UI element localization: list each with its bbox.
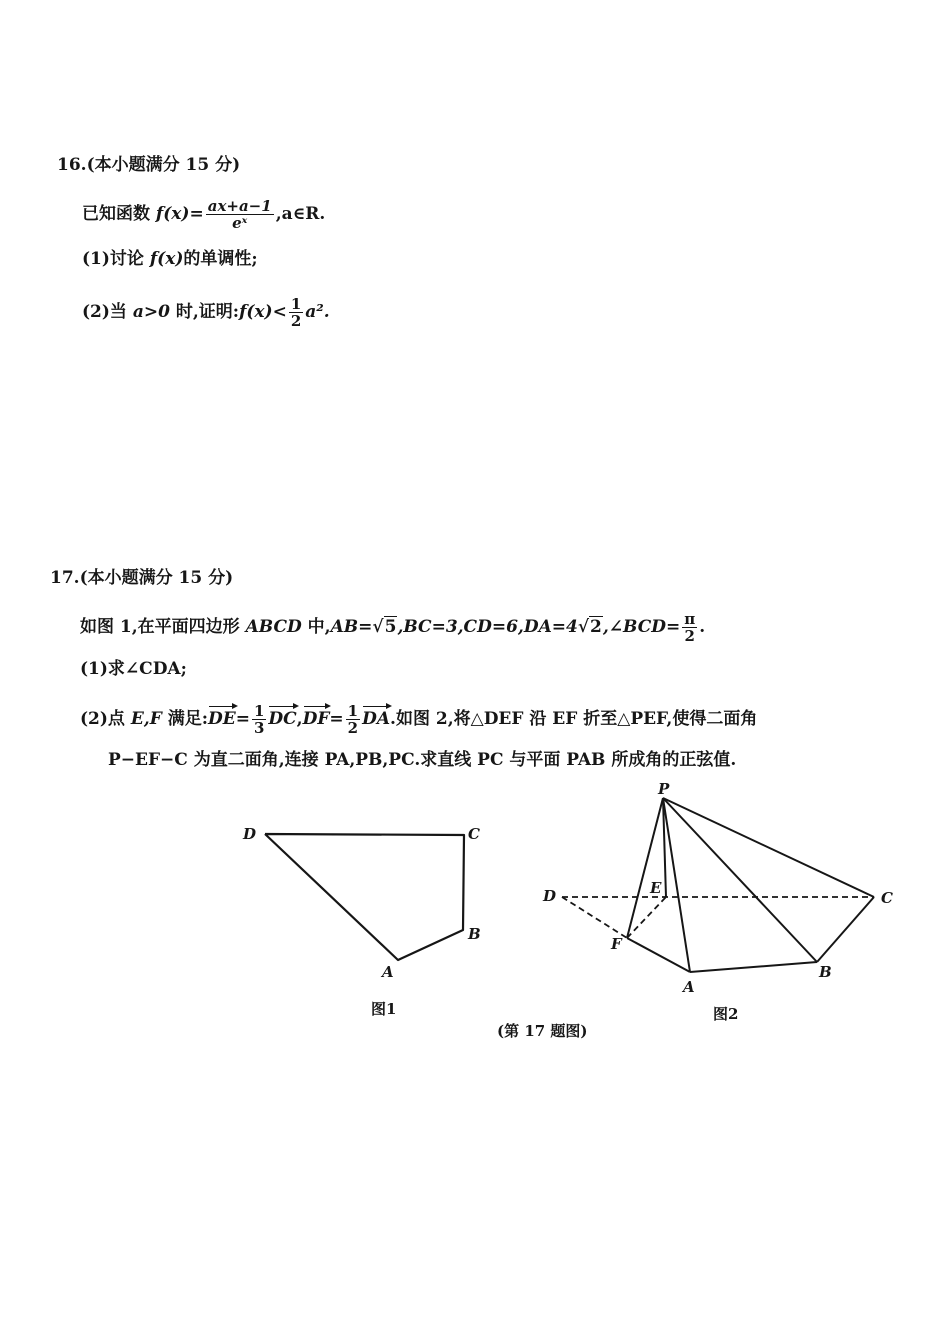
- q17-line1-zhong: 中,: [307, 617, 331, 637]
- q17-eq1: =: [235, 709, 250, 729]
- q17-frac1-den: 3: [253, 719, 265, 737]
- q16-part2-prefix: (2)当: [82, 302, 127, 322]
- q16-part2-fx: f(x)<: [239, 302, 287, 322]
- q17-part2: [80, 703, 757, 736]
- fig1-caption: 图1: [371, 1000, 397, 1018]
- q17-part2-line2: P−EF−C 为直二面角,连接 PA,PB,PC.求直线 PC 与平面 PAB 所成角的正弦值.: [108, 750, 737, 770]
- fig1-label-d: D: [243, 825, 257, 843]
- q17-vec-dc: DC: [268, 704, 296, 730]
- fig2-edge-bc: [817, 897, 874, 962]
- fig2-label-c: C: [881, 889, 893, 907]
- q17-line1-bc: ,BC=3,CD=6,DA=4: [397, 617, 578, 637]
- q17-vec-de: DE: [208, 704, 236, 730]
- q16-part2-num: 1: [290, 295, 302, 313]
- fig2-caption: 图2: [713, 1005, 739, 1023]
- fig2-edge-df: [562, 897, 627, 938]
- q17-vec-df: DF: [303, 704, 330, 730]
- q17-sqrt5-rad: 5: [384, 617, 397, 637]
- q17-eq2: =: [329, 709, 344, 729]
- q17-part2-prefix: (2)点: [80, 709, 125, 729]
- q17-comma: ,: [296, 709, 303, 729]
- q17-pi-fraction: [682, 611, 697, 644]
- fig1-label-b: B: [468, 925, 481, 943]
- q16-fx: f(x): [155, 204, 190, 224]
- q16-part2-cond: a>0: [132, 302, 170, 322]
- fig2-label-a: A: [683, 978, 695, 996]
- fig2-label-f: F: [611, 935, 622, 953]
- q16-frac-den: eˣ: [232, 214, 248, 232]
- q17-frac2: [346, 703, 360, 736]
- fig2-label-d: D: [543, 887, 557, 905]
- q17-frac2-num: 1: [347, 702, 359, 720]
- q16-part2-fraction: [289, 296, 303, 329]
- q16-part1: [82, 248, 258, 270]
- q17-line1-quad: ABCD: [245, 617, 302, 637]
- fig2-edge-fa: [627, 938, 690, 972]
- q16-header: 16.(本小题满分 15 分): [57, 155, 241, 175]
- q17-vec-da: DA: [362, 704, 390, 730]
- q17-part2-rest: .如图 2,将△DEF 沿 EF 折至△PEF,使得二面角: [390, 709, 758, 729]
- q17-sqrt2: √2: [577, 617, 602, 637]
- figure-1: [235, 815, 495, 990]
- q17-frac1-num: 1: [253, 702, 265, 720]
- q17-frac1: [252, 703, 266, 736]
- q17-part2-satisfy: 满足:: [167, 709, 208, 729]
- fig2-edge-pa: [663, 798, 690, 972]
- q16-frac-num: ax+a−1: [207, 197, 272, 215]
- fig2-edge-pc: [663, 798, 874, 897]
- q17-part2-ef: E,F: [130, 709, 162, 729]
- q16-part1-prefix: (1)讨论: [82, 249, 144, 269]
- q16-equals: =: [189, 204, 204, 224]
- q16-stem: [82, 198, 325, 231]
- q17-line1: [80, 611, 705, 644]
- fig2-label-p: P: [658, 780, 670, 798]
- q16-part2-mid: 时,证明:: [175, 302, 240, 322]
- q16-part1-suffix: 的单调性;: [183, 249, 258, 269]
- q16-part2: [82, 296, 330, 329]
- fig1-label-a: A: [382, 963, 394, 981]
- q17-part1: (1)求∠CDA;: [80, 659, 187, 679]
- q17-line1-angle: ,∠BCD=: [602, 617, 681, 637]
- q17-sqrt2-rad: 2: [590, 617, 602, 637]
- fig2-label-b: B: [819, 963, 832, 981]
- figure-2: [535, 775, 910, 1005]
- fig2-edge-pb: [663, 798, 817, 962]
- q17-frac2-den: 2: [347, 719, 359, 737]
- q17-pi: π: [684, 610, 696, 628]
- fig1-label-c: C: [468, 825, 480, 843]
- q17-line1-prefix: 如图 1,在平面四边形: [80, 617, 240, 637]
- fig2-edge-pf: [627, 798, 663, 938]
- q17-sqrt5: √5: [372, 617, 397, 637]
- fig1-quadrilateral: [265, 834, 464, 960]
- q17-line1-end: .: [699, 617, 706, 637]
- q17-header: 17.(本小题满分 15 分): [50, 568, 234, 588]
- q16-stem-prefix: 已知函数: [82, 204, 150, 224]
- q16-part2-den: 2: [290, 312, 302, 330]
- q17-two: 2: [684, 627, 695, 645]
- fig2-label-e: E: [650, 879, 662, 897]
- q17-line1-ab: AB=: [330, 617, 373, 637]
- figure-caption: (第 17 题图): [497, 1022, 588, 1040]
- q16-stem-suffix: ,a∈R.: [275, 204, 326, 224]
- fig2-edge-ab: [690, 962, 817, 972]
- q16-part2-tail: a².: [305, 302, 330, 322]
- q16-fraction: [206, 198, 274, 231]
- q16-part1-fx: f(x): [149, 249, 184, 269]
